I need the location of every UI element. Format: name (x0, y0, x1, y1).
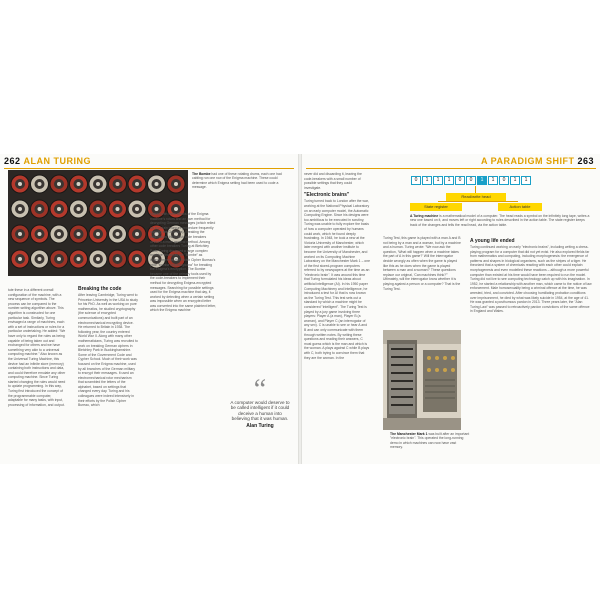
bombe-drum (109, 225, 127, 243)
diagram-connector (438, 201, 518, 202)
right-col-2-text: Turing Test, this game is played with a man A and B not being by a man and a woman, but by a machine and a human. Turing wrote: "We now ask the question, 'What will happen when a machine takes the part of A in this game?' Will the interrogator decide wrongly as often when the game is played like this as he does when the game is played between a man and a woman?' These questions replace our original, 'Can machines think?'" Ultimately, will the interrogator know whether it is playing against a person or a computer? That is the Turing Test. (383, 236, 461, 291)
bombe-drum (50, 175, 68, 193)
right-col-1 (304, 172, 370, 460)
quote-mark-icon: “ (253, 374, 267, 405)
quote-author: Alan Turing (246, 422, 274, 429)
left-col-1-text: tute these in a different overall configuration of the machine, with a new sequence of symbols. The process can be compared to the number-writing algorithm above. This algorithm is constructed for one particular task. Similarly, Turing envisaged a range of machines, each with a set of instructions or rules for a particular undertaking. He added: "We have only to regard the rules as being capable of being taken out and exchanged for others and we have something very akin to a universal computing machine." Also known as the Universal Turing Machine, this device had an infinite store (memory) containing both instructions and data, and could therefore emulate any other computing machine. Since Turing started changing the rules would need to update programming. In this way, Turing first introduced the concept of the programmable computer, adaptable for many tasks, with input, processing of information, and output. (8, 288, 66, 407)
bombe-drum (70, 200, 88, 218)
turing-quote (230, 374, 290, 429)
manchester-mark-1-caption (390, 432, 470, 450)
bombe-drum (109, 250, 127, 268)
bombe-drum (31, 200, 49, 218)
manchester-mark-1-photo (383, 330, 461, 430)
bombe-drum (70, 250, 88, 268)
bombe-drum (11, 200, 29, 218)
manchester-caption-text: was built after an important "electronic brain". This operated the long-running demo in which machines can now have vast memory. (390, 432, 470, 450)
young-life-ended-heading: A young life ended (470, 238, 515, 244)
tape-cell: 1 (488, 176, 498, 185)
manchester-caption-title: The Manchester Mark 1 (390, 432, 428, 436)
right-col-3-text: Turing continued working on early "electronic brains", including writing a chess-playing program for a computer that did not yet exist. He also explored fields far from mathematics and computing, including morphogenesis: the emergence of patterns and shapes in biological organisms, such as the stripes of a tiger. He theorized that a system of chemicals reacting with each other could explain morphogenesis and even modelled these reactions – although a more powerful computer than existed at his time would have been required to run the model. Turing did not live to see computing technology catch up with his imagination. In 1952, he started a relationship with another man, which came to the notice of law enforcement. Male homosexuality being a criminal offence at the time, he was arrested, tried, and convicted. After choosing humiliating probation conditions over imprisonment, he died by what was likely suicide in 1954, at the age of 41. He was granted a posthumous pardon in 2013. Three years later, the "Alan Turing Law" was passed to retroactively pardon convictions of the same offence in England and Wales. (470, 245, 592, 314)
bombe-drum (89, 250, 107, 268)
left-col-1 (8, 288, 66, 460)
bombe-caption-title: The Bombe (192, 172, 211, 176)
breaking-code-heading: Breaking the code (78, 286, 122, 292)
left-col-2 (78, 284, 138, 460)
left-folio (4, 156, 91, 166)
left-running-title: ALAN TURING (23, 156, 92, 166)
left-col-3-text: shared with them details of the Enigma machine's rotors and an own method for decrypting German messages (which relied on a certain insecure procedure frequently used by the Germans). Breaking the information, the British code breakers devised a more general method. Among other code breakers Turing at Bletchley Park, Turing designed a large complex machine known as the "Bombe" as improvement on the Polish Cipher Bureau's prior "bomba kryptologiczna" for breaking the Enigma's encryption. The Bombe became one of the primary tools used by the code-breakers to implement their method for decrypting Enigma-encrypted messages. Searching for possible settings used for the Enigma machine that day, it worked by detecting when a certain setting was impossible when an encrypted letter was converted into the same plaintext letter, which the Enigma machine (150, 212, 216, 313)
right-col-3 (470, 236, 592, 460)
bombe-drum (167, 175, 185, 193)
bombe-drum (109, 175, 127, 193)
tape-cell: 1 (510, 176, 520, 185)
bombe-drum (128, 250, 146, 268)
bombe-caption-text: had one of these rotating drums, each one had cabling run one row of the Enigma machine. These could determine which Enigma setting had been used to code a message. (192, 172, 282, 190)
left-col-2-text: After leaving Cambridge, Turing went to Princeton University in the USA to study for his PhD. As well as working on pure mathematics, he studied cryptography (the science of encrypted communications) and built part of an electromechanical encrypting device. He returned to Britain in 1938. The following year, the country entered World War II. Along with many other mathematicians, Turing was recruited to work on breaking German ciphers in Bletchley Park in Buckinghamshire. Some of the Government Code and Cypher School. Much of their work was focused on the Enigma machine, used by all branches of the German military to encrypt their messages. It used an electromechanical rotor mechanism that scrambled the letters of the alphabet, based on settings that changed every day. Turing and his colleagues were indeed intensively in their efforts by the Polish Cipher Bureau, which (78, 293, 138, 408)
bombe-drum (11, 225, 29, 243)
tape-cell: 1 (444, 176, 454, 185)
bombe-drum (128, 225, 146, 243)
right-running-title: A PARADIGM SHIFT (480, 156, 575, 166)
tape-cell: 0 (411, 176, 421, 185)
turing-machine-caption-title: A Turing machine (410, 214, 439, 218)
bombe-drum (31, 175, 49, 193)
tape-cell: 1 (477, 176, 487, 185)
right-header-rule (306, 168, 596, 169)
bombe-drum (128, 175, 146, 193)
bombe-drum (70, 225, 88, 243)
right-page-number: 263 (577, 156, 594, 166)
bombe-drum (148, 175, 166, 193)
book-gutter (298, 154, 302, 464)
state-register-box: State register (410, 203, 462, 211)
read-write-head-box: Read/write head (446, 193, 506, 201)
left-page-number: 262 (4, 156, 21, 166)
bombe-drum (50, 250, 68, 268)
turing-tape (411, 176, 532, 185)
bombe-drum (89, 200, 107, 218)
tape-cell: 0 (455, 176, 465, 185)
bombe-drum (11, 175, 29, 193)
bombe-drum (70, 175, 88, 193)
tape-cell: 0 (466, 176, 476, 185)
right-col-2 (383, 236, 461, 326)
tape-cell: 1 (422, 176, 432, 185)
left-col-3 (150, 212, 216, 460)
action-table-box: Action table (498, 203, 542, 211)
turing-machine-caption (410, 214, 590, 227)
bombe-drum (11, 250, 29, 268)
manchester-mark-1-illustration (383, 330, 461, 430)
right-col-1-text-2: Turing turned back to London after the war, working at the National Physical Laboratory on an early computer model, the Automatic Computing Engine. Since his designs were too ambitious to be executed in scrutiny, Turing was unable to fully explore the basis of how a computer operated by humans could work, which he found deeply frustrating. In 1948, he took a new at the Victoria University of Manchester, which later merged with another institute to become the University of Manchester, and worked on its Computing Machine Laboratory on the Manchester Mark 1 – one of the first stored-program computers referred to by newspapers at the time as an "electronic brain". It was around this time that Turing formulated his ideas about artificial intelligence (AI). In his 1950 paper Computing Machinery and Intelligence, he introduced a test for AI that is now known as the Turing Test. This test sets out a standard by which a machine might be considered "intelligent". The Turing Test is played by a jury game involving three players: Player A (a man), Player B (a woman), and Player C (an interrogator of any sex). C is unable to see or hear A and B and can only communicate with them through written notes. By writing these questions and reading their answers, C must guess which is the man and which is the woman. A plays against C while B plays with C, both trying to convince them that they are the woman. In the (304, 199, 370, 360)
tape-cell: 1 (521, 176, 531, 185)
bombe-drum (31, 250, 49, 268)
bombe-drum (128, 200, 146, 218)
bombe-drum (50, 200, 68, 218)
right-col-1-text: never did and discarding it, leaving the code-breakers with a small number of possible settings that they could investigate. (304, 172, 362, 190)
bombe-drum (109, 200, 127, 218)
left-header-rule (4, 168, 294, 169)
right-folio (481, 156, 594, 166)
turing-machine-caption-text: is a mathematical model of a computer. The head reads a symbol on the infinitely long tape, writes a new one based on it, and moves left or right according to rules described in the action table. The state register keeps track of the changes and tells the read head, via the action table. (410, 214, 590, 227)
bombe-drum (89, 225, 107, 243)
tape-cell: 1 (433, 176, 443, 185)
quote-text: A computer would deserve to be called intelligent if it could deceive a human into believing that it was human. (230, 400, 290, 422)
bombe-caption (192, 172, 288, 190)
bombe-drum (31, 225, 49, 243)
tape-cell: 0 (499, 176, 509, 185)
electronic-brains-heading: "Electronic brains" (304, 192, 350, 199)
bombe-drum (50, 225, 68, 243)
bombe-drum (89, 175, 107, 193)
